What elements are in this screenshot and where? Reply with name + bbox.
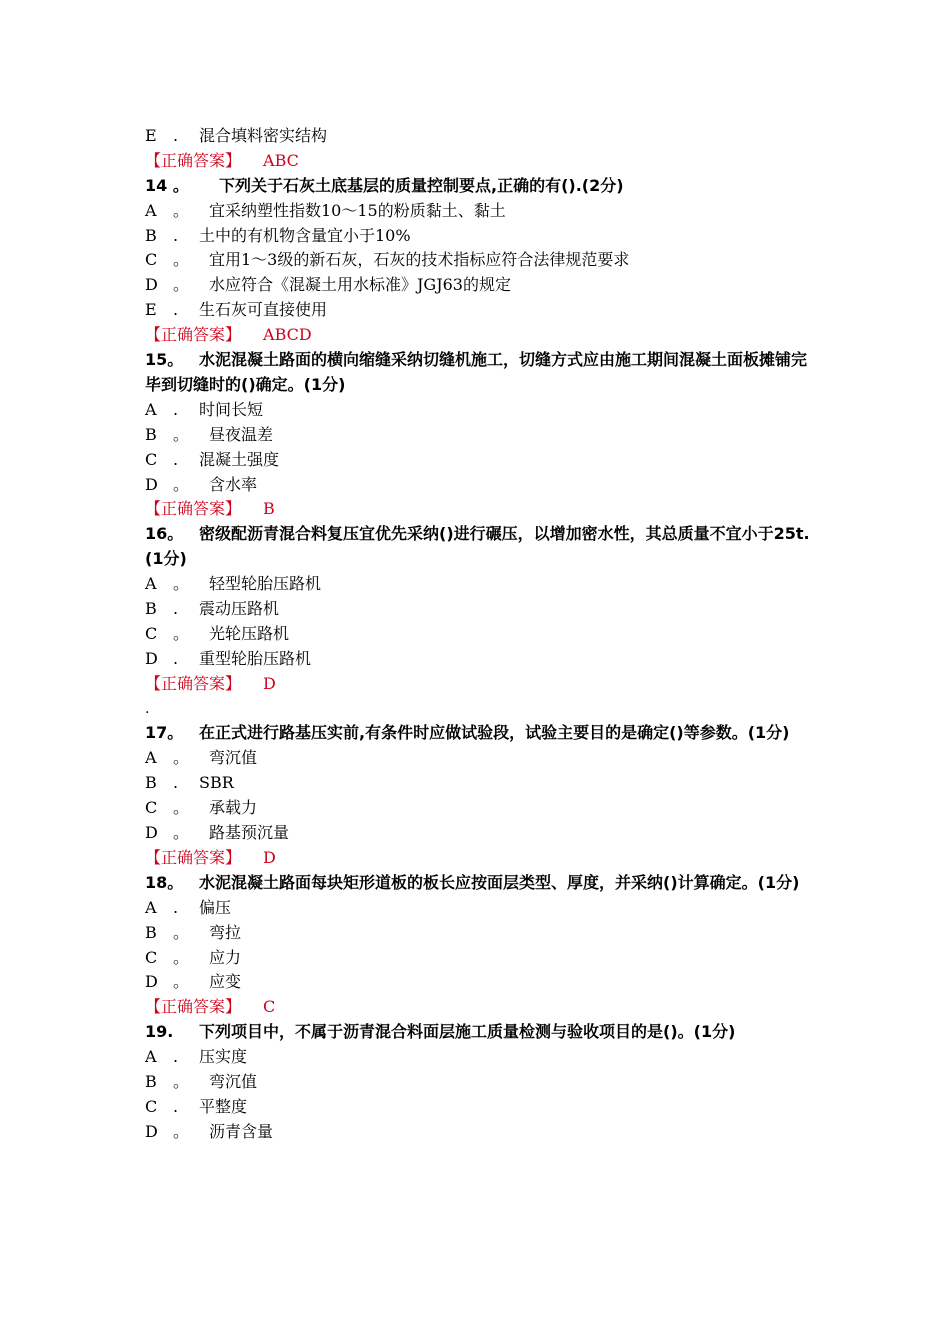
option-text: SBR <box>199 773 234 793</box>
option-line <box>145 423 815 448</box>
option-text: 路基预沉量 <box>209 823 290 843</box>
option-line <box>145 199 815 224</box>
option-text: 沥青含量 <box>209 1121 274 1141</box>
option-text: 压实度 <box>199 1047 248 1067</box>
option-separator: 。 <box>173 798 190 818</box>
answer-label: 【正确答案】 <box>145 997 242 1017</box>
question-number: 16。 <box>145 524 184 544</box>
question-line <box>145 522 815 572</box>
option-separator: 。 <box>173 623 190 643</box>
option-separator: 。 <box>173 574 190 594</box>
option-separator: 。 <box>173 1071 190 1091</box>
option-line <box>145 622 815 647</box>
option-text: 弯沉值 <box>209 1071 258 1091</box>
question-line <box>145 1020 815 1045</box>
question-number: 14 。 <box>145 175 189 195</box>
option-text: 时间长短 <box>199 399 264 419</box>
option-line <box>145 821 815 846</box>
correct-answer-line <box>145 323 815 348</box>
option-separator: . <box>173 225 179 245</box>
option-separator: 。 <box>173 474 190 494</box>
option-line <box>145 796 815 821</box>
question-number: 17。 <box>145 723 184 743</box>
option-text: 弯沉值 <box>209 748 258 768</box>
answer-label: 【正确答案】 <box>145 499 242 519</box>
question-number: 18。 <box>145 872 184 892</box>
option-letter: E <box>145 300 157 320</box>
option-separator: 。 <box>173 1121 190 1141</box>
option-letter: B <box>145 599 157 618</box>
answer-label: 【正确答案】 <box>145 847 242 867</box>
answer-value: ABC <box>263 150 299 170</box>
option-letter: B <box>145 773 157 793</box>
option-separator: . <box>173 1047 179 1067</box>
option-letter: C <box>145 250 158 270</box>
correct-answer-line <box>145 846 815 871</box>
option-letter: C <box>145 623 158 643</box>
option-letter: D <box>145 648 158 668</box>
question-text: 在正式进行路基压实前,有条件时应做试验段，试验主要目的是确定()等参数。(1分) <box>199 723 790 743</box>
option-line <box>145 921 815 946</box>
option-text: 弯拉 <box>209 922 242 942</box>
option-separator: . <box>173 126 179 145</box>
option-text: 土中的有机物含量宜小于10% <box>199 225 411 245</box>
option-separator: 。 <box>173 748 190 768</box>
option-separator: 。 <box>173 424 190 444</box>
option-letter: B <box>145 424 157 444</box>
question-number: 15。 <box>145 350 184 370</box>
question-text: 下列项目中，不属于沥青混合料面层施工质量检测与验收项目的是()。(1分) <box>199 1022 736 1042</box>
option-separator: . <box>173 648 179 668</box>
answer-label: 【正确答案】 <box>145 673 242 693</box>
option-line <box>145 771 815 796</box>
option-text: 轻型轮胎压路机 <box>209 574 322 594</box>
question-line <box>145 871 815 896</box>
option-line <box>145 1070 815 1095</box>
option-letter: C <box>145 798 158 818</box>
option-line <box>145 647 815 672</box>
option-separator: . <box>173 1096 179 1116</box>
option-letter: D <box>145 275 158 295</box>
option-line <box>145 448 815 473</box>
option-text: 偏压 <box>199 897 232 917</box>
option-text: 应变 <box>209 972 242 992</box>
answer-value: D <box>263 673 276 693</box>
question-line <box>145 174 815 199</box>
option-line <box>145 398 815 423</box>
option-line <box>145 298 815 323</box>
answer-value: C <box>263 997 276 1017</box>
option-line <box>145 746 815 771</box>
option-letter: D <box>145 823 158 843</box>
option-separator: . <box>173 897 179 917</box>
option-line <box>145 970 815 995</box>
option-separator: 。 <box>173 275 190 295</box>
option-letter: B <box>145 225 157 245</box>
option-letter: D <box>145 1121 158 1141</box>
option-letter: B <box>145 922 157 942</box>
option-text: 混合填料密实结构 <box>199 126 328 145</box>
correct-answer-line <box>145 672 815 697</box>
question-number: 19. <box>145 1022 174 1042</box>
option-text: 光轮压路机 <box>209 623 290 643</box>
option-text: 水应符合《混凝土用水标准》JGJ63的规定 <box>209 275 511 295</box>
option-letter: D <box>145 474 158 494</box>
option-line <box>145 1120 815 1145</box>
option-separator: 。 <box>173 922 190 942</box>
answer-value: D <box>263 847 276 867</box>
option-line <box>145 946 815 971</box>
correct-answer-line <box>145 995 815 1020</box>
option-line <box>145 572 815 597</box>
option-text: 平整度 <box>199 1096 248 1116</box>
option-text: 承载力 <box>209 798 258 818</box>
option-letter: A <box>145 399 157 419</box>
option-separator: . <box>173 773 179 793</box>
option-text: 震动压路机 <box>199 599 280 618</box>
question-line <box>145 721 815 746</box>
option-letter: C <box>145 449 158 469</box>
correct-answer-line <box>145 149 815 174</box>
question-text: 水泥混凝土路面每块矩形道板的板长应按面层类型、厚度，并采纳()计算确定。(1分) <box>199 872 800 892</box>
option-text: 生石灰可直接使用 <box>199 300 328 320</box>
option-line <box>145 124 815 149</box>
option-separator: 。 <box>173 823 190 843</box>
option-separator: . <box>173 449 179 469</box>
option-separator: . <box>173 599 179 618</box>
option-text: 宜采纳塑性指数10～15的粉质黏土、黏土 <box>209 200 506 220</box>
option-text: 应力 <box>209 947 242 967</box>
option-letter: A <box>145 200 157 220</box>
separator-dot: . <box>145 700 150 717</box>
question-text: 下列关于石灰土底基层的质量控制要点,正确的有().(2分) <box>219 175 624 195</box>
answer-value: ABCD <box>263 325 312 345</box>
option-text: 昼夜温差 <box>209 424 274 444</box>
option-line <box>145 1095 815 1120</box>
option-text: 重型轮胎压路机 <box>199 648 312 668</box>
option-letter: A <box>145 748 157 768</box>
option-text: 混凝土强度 <box>199 449 280 469</box>
option-letter: A <box>145 574 157 594</box>
option-letter: A <box>145 897 157 917</box>
option-line <box>145 473 815 498</box>
answer-value: B <box>263 499 275 519</box>
option-letter: B <box>145 1071 157 1091</box>
question-text: 密级配沥青混合料复压宜优先采纳()进行碾压，以增加密水性，其总质量不宜小于25t.(1分) <box>145 524 810 569</box>
option-separator: 。 <box>173 947 190 967</box>
answer-label: 【正确答案】 <box>145 150 242 170</box>
option-separator: . <box>173 300 179 320</box>
option-letter: C <box>145 947 158 967</box>
option-separator: 。 <box>173 972 190 992</box>
option-text: 宜用1～3级的新石灰，石灰的技术指标应符合法律规范要求 <box>209 250 630 270</box>
option-separator: . <box>173 399 179 419</box>
option-line <box>145 896 815 921</box>
question-text: 水泥混凝土路面的横向缩缝采纳切缝机施工，切缝方式应由施工期间混凝土面板摊铺完毕到切缝时的()确定。(1分) <box>145 350 808 394</box>
correct-answer-line <box>145 497 815 522</box>
option-text: 含水率 <box>209 474 258 494</box>
answer-label: 【正确答案】 <box>145 325 242 345</box>
option-separator: 。 <box>173 250 190 270</box>
option-letter: C <box>145 1096 158 1116</box>
option-letter: D <box>145 972 158 992</box>
option-letter: E <box>145 126 157 145</box>
option-line <box>145 224 815 249</box>
question-line <box>145 348 815 398</box>
document-page <box>145 124 815 1145</box>
option-separator: 。 <box>173 200 190 220</box>
option-letter: A <box>145 1047 157 1067</box>
option-line <box>145 273 815 298</box>
option-line <box>145 597 815 622</box>
option-line <box>145 248 815 273</box>
option-line <box>145 1045 815 1070</box>
